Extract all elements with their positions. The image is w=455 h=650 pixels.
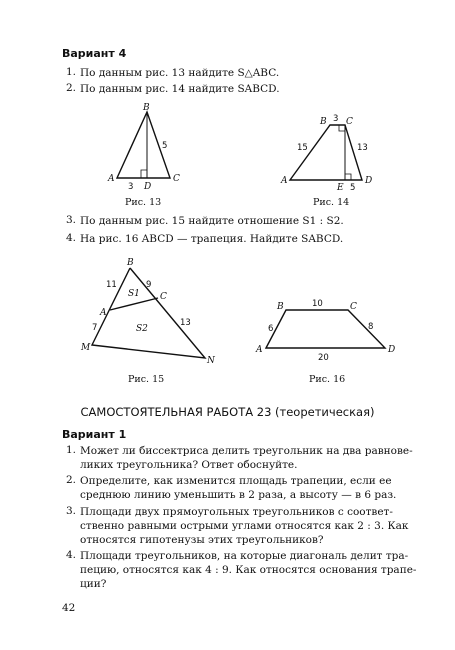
fig13-label-d: D — [144, 182, 152, 192]
task-line: среднюю линию уменьшить в 2 раза, а высоту — в 6 раз. — [80, 489, 397, 501]
fig15-area-s2: S2 — [136, 324, 148, 334]
fig13-label-b: B — [143, 103, 150, 113]
figure-14-caption: Рис. 14 — [313, 197, 350, 208]
fig15-label-b: B — [127, 258, 134, 268]
fig14-label-a: A — [281, 176, 288, 186]
fig15-label-n: N — [207, 356, 215, 366]
fig13-label-a: A — [108, 174, 115, 184]
item-number: 4. — [66, 549, 77, 561]
fig16-length-ab: 6 — [268, 324, 274, 334]
fig14-label-d: D — [365, 176, 373, 186]
task-line: Площади двух прямоугольных треугольников с соответ- — [80, 506, 393, 518]
variant-1-heading: Вариант 1 — [62, 428, 127, 441]
fig15-length-am: 7 — [92, 323, 98, 333]
fig16-length-bc: 10 — [312, 299, 323, 309]
task-line: Определите, как изменится площадь трапеции, если ее — [80, 475, 392, 487]
item-number: 3. — [66, 505, 77, 517]
task-line: Площади треугольников, на которые диагональ делит тра- — [80, 550, 409, 562]
task-line: ции? — [80, 578, 107, 590]
fig14-label-c: C — [346, 117, 353, 127]
fig16-length-ad: 20 — [318, 353, 329, 363]
fig15-length-cn: 13 — [180, 318, 191, 328]
fig14-length-bc: 3 — [333, 114, 339, 124]
task-line: пецию, относятся как 4 : 9. Как относятся основания трапе- — [80, 564, 417, 576]
fig16-label-b: B — [277, 302, 284, 312]
task-text: На рис. 16 ABCD — трапеция. Найдите SABCD. — [80, 233, 344, 245]
fig14-label-b: B — [320, 117, 327, 127]
fig15-label-c: C — [160, 292, 167, 302]
figure-15-caption: Рис. 15 — [128, 374, 165, 385]
task-line: ликих треугольника? Ответ обоснуйте. — [80, 459, 298, 471]
fig14-length-ed: 5 — [350, 183, 356, 193]
page-number: 42 — [62, 602, 76, 614]
figure-16-caption: Рис. 16 — [309, 374, 346, 385]
fig16-length-cd: 8 — [368, 322, 374, 332]
figure-13-caption: Рис. 13 — [125, 197, 162, 208]
fig16-label-a: A — [256, 345, 263, 355]
item-number: 2. — [66, 474, 77, 486]
fig13-label-c: C — [173, 174, 180, 184]
fig16-label-c: C — [350, 302, 357, 312]
task-text: По данным рис. 13 найдите S△ABC. — [80, 67, 280, 79]
item-number: 4. — [66, 232, 77, 244]
fig13-length-ad: 3 — [128, 182, 134, 192]
fig15-length-bc: 9 — [146, 280, 152, 290]
fig13-length-bc: 5 — [162, 141, 168, 151]
task-line: относятся гипотенузы этих треугольников? — [80, 534, 324, 546]
item-number: 2. — [66, 82, 77, 94]
item-number: 1. — [66, 66, 77, 78]
fig16-label-d: D — [388, 345, 396, 355]
section-title: САМОСТОЯТЕЛЬНАЯ РАБОТА 23 (теоретическая) — [80, 405, 375, 419]
task-text: По данным рис. 15 найдите отношение S1 : S2. — [80, 215, 344, 227]
task-text: По данным рис. 14 найдите SABCD. — [80, 83, 280, 95]
fig14-label-e: E — [337, 183, 344, 193]
task-line: Может ли биссектриса делить треугольник на два равнове- — [80, 445, 413, 457]
fig15-label-m: M — [81, 343, 91, 353]
fig15-label-a: A — [100, 308, 107, 318]
fig15-length-ba: 11 — [106, 280, 117, 290]
fig14-length-cd: 13 — [357, 143, 368, 153]
fig15-area-s1: S1 — [128, 289, 140, 299]
fig14-length-ab: 15 — [297, 143, 308, 153]
variant-4-heading: Вариант 4 — [62, 47, 127, 60]
item-number: 1. — [66, 444, 77, 456]
task-line: ственно равными острыми углами относятся как 2 : 3. Как — [80, 520, 409, 532]
item-number: 3. — [66, 214, 77, 226]
